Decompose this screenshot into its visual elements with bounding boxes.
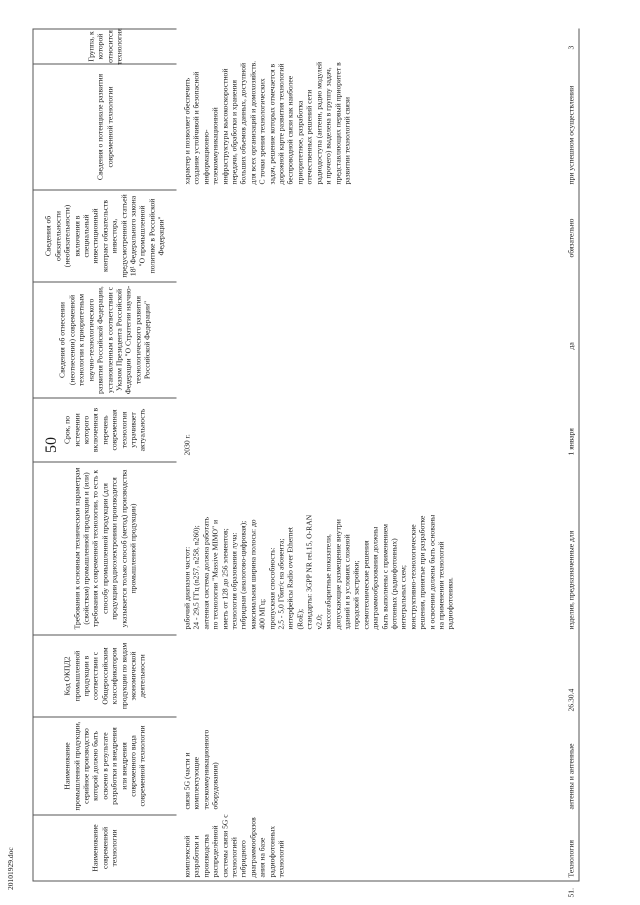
header-requirements: Требования к основным техническим параметрам (свойствам) промышленной продукции и (или) требования к современной технологии, то есть к способу промышленной продукции (для продукции радиоэлектроники производится указывается только способ (метод) производства промышленной продукции) <box>34 462 177 635</box>
cell-development-potential: характер и позволяет обеспечить создание устойчивой и безопасной информационно- телекоммуникационной инфраструктуры высокоскоростной передачи, обработки и хранения больших объемов данных, доступной для всех организаций и домохозяйств. С точки зрения технологических задач, решение которых отмечается в дорожной карте развития технологий беспроводной связи как наиболее приоритетное, разработка отечественных решений сети радиодоступа (антенн, радио модулей и прочего) выделена в группу задач, представляющих первый приоритет в развитии технологий связи <box>182 60 352 185</box>
row-51-contract-obligation: обязательно <box>566 218 576 258</box>
row-51-requirements: изделия, предназначенные для <box>566 530 576 630</box>
row-51-number: 51. <box>566 888 576 898</box>
cell-product-name: связи 5G (части и комплектующие телекоммуникационного оборудования) <box>182 729 220 810</box>
row-51-product-name: антенны и антенные <box>566 743 576 810</box>
header-technology-name: Наименование современной технологии <box>34 815 177 881</box>
row-51-group: 3 <box>566 45 576 50</box>
header-contract-obligation: Сведения об обязательности (необязательности) включения в специальный инвестиционный контракт обязательств инвестора, предусмотренной статьей 18¹ Федерального закона "О промышленной политике в Российской Федерации" <box>34 190 177 282</box>
cell-technology-name: комплексной разработки и производства распределённой системы связи 5G с технологией гибридного диаграммообразов ания на базе радиофотонных технологий <box>182 814 286 878</box>
header-okpd2-code: Код ОКПД2 промышленной продукции в соответствии с Общероссийским классификатором продукции по видам экономической деятельности <box>34 635 177 717</box>
file-name: 20101929.doc <box>6 847 15 890</box>
technology-table <box>33 28 588 898</box>
header-group: Группа, к которой относится технология <box>34 29 177 64</box>
row-51-relevance-deadline: 1 января <box>566 428 576 456</box>
row-51-development-potential: при успешном осуществлении <box>566 85 576 185</box>
cell-relevance-deadline: 2030 г. <box>182 434 192 456</box>
row-51-priority-status: да <box>566 342 576 350</box>
header-product-name: Наименование промышленной продукции, серийное производство которой должно быть освоено в результате разработки и внедрения или внедрения современного вида современной технологии <box>34 717 177 815</box>
header-relevance-deadline: Срок, по истечении которого включенная в перечень современная технология утрачивает актуальность <box>34 398 177 462</box>
cell-requirements: рабочий диапазон частот: 24 - 29,5 ГГц (n257, n258, n260); антенная система должна работать по технологии "Massive MIMO" и иметь от 128 до 256 элементов; технология образования луча: гибридная (аналогово-цифровая); максимальная ширина полосы: до 400 МГц; пропускная способность: 2,5 - 5,0 Гбит/с на абонента; интерфейсы Radio over Ethernet (RoE); стандарты: 3GPP NR rel.15, O-RAN v2.0; массогабаритные показатели, допускающие размещение внутри зданий и в условиях сложной городской застройки; схемотехнические решения диаграммообразования должны быть выполнены с применением фотонных (радиофотонных) интегральных схем; конструктивно-технологические решения, принятые при разработке и освоении должны быть основаны на применении технологий радиофотоники. <box>182 514 455 630</box>
header-development-potential: Сведения о потенциале развития современной технологии <box>34 64 177 190</box>
header-priority-status: Сведения об отнесении (неотнесении) современной технологии к приоритетным научно-технологического развития Российской Федерации, установленным в соответствии с Указом Президента Российской Федерации "О Стратегии научно-технологического развития Российской Федерации" <box>34 282 177 398</box>
page-number: 50 <box>43 437 60 453</box>
row-51-okpd2-code: 26.30.4 <box>566 688 576 712</box>
row-51-technology-name: Технология <box>566 840 576 878</box>
